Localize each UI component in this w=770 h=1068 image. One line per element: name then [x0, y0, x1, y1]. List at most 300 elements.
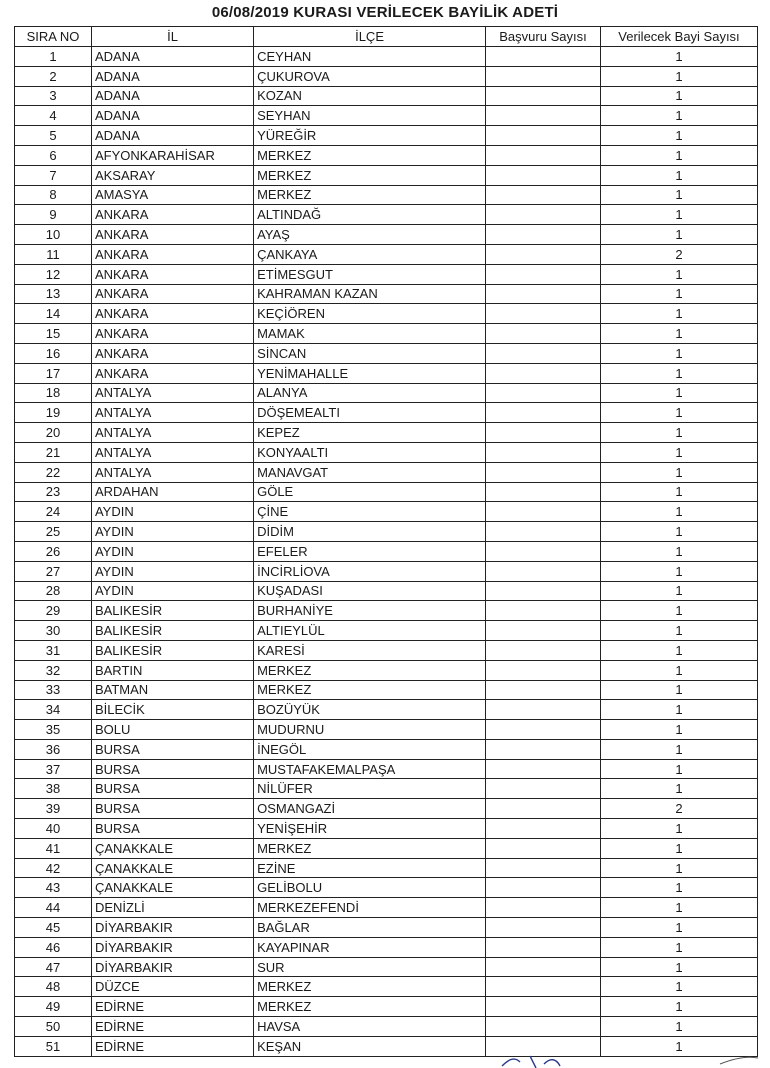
cell-verilecek-bayi-sayisi: 1 [600, 838, 757, 858]
cell-sira-no: 19 [15, 403, 92, 423]
cell-sira-no: 8 [15, 185, 92, 205]
cell-sira-no: 50 [15, 1017, 92, 1037]
cell-sira-no: 30 [15, 621, 92, 641]
cell-sira-no: 17 [15, 363, 92, 383]
cell-sira-no: 2 [15, 66, 92, 86]
table-row [15, 937, 758, 957]
cell-ilce: ALANYA [254, 383, 486, 403]
cell-verilecek-bayi-sayisi: 1 [600, 462, 757, 482]
cell-sira-no: 26 [15, 541, 92, 561]
table-row [15, 343, 758, 363]
cell-sira-no: 29 [15, 601, 92, 621]
cell-verilecek-bayi-sayisi: 1 [600, 165, 757, 185]
table-row [15, 442, 758, 462]
cell-ilce: MERKEZEFENDİ [254, 898, 486, 918]
cell-ilce: GELİBOLU [254, 878, 486, 898]
table-row [15, 185, 758, 205]
cell-sira-no: 1 [15, 47, 92, 67]
cell-ilce: MANAVGAT [254, 462, 486, 482]
cell-il: BALIKESİR [91, 640, 253, 660]
cell-il: ADANA [91, 126, 253, 146]
cell-ilce: YÜREĞİR [254, 126, 486, 146]
cell-sira-no: 36 [15, 739, 92, 759]
cell-basvuru-sayisi [486, 403, 601, 423]
table-row [15, 363, 758, 383]
cell-il: AFYONKARAHİSAR [91, 145, 253, 165]
cell-basvuru-sayisi [486, 343, 601, 363]
cell-ilce: MERKEZ [254, 185, 486, 205]
table-row [15, 47, 758, 67]
cell-verilecek-bayi-sayisi: 1 [600, 601, 757, 621]
table-row [15, 462, 758, 482]
cell-il: DÜZCE [91, 977, 253, 997]
cell-sira-no: 7 [15, 165, 92, 185]
cell-il: ADANA [91, 106, 253, 126]
cell-sira-no: 27 [15, 561, 92, 581]
cell-basvuru-sayisi [486, 284, 601, 304]
cell-verilecek-bayi-sayisi: 1 [600, 621, 757, 641]
cell-ilce: ALTIEYLÜL [254, 621, 486, 641]
cell-basvuru-sayisi [486, 739, 601, 759]
cell-basvuru-sayisi [486, 838, 601, 858]
table-row [15, 759, 758, 779]
cell-basvuru-sayisi [486, 185, 601, 205]
cell-basvuru-sayisi [486, 66, 601, 86]
cell-verilecek-bayi-sayisi: 1 [600, 581, 757, 601]
cell-ilce: SİNCAN [254, 343, 486, 363]
cell-verilecek-bayi-sayisi: 1 [600, 858, 757, 878]
table-row [15, 660, 758, 680]
cell-ilce: MUSTAFAKEMALPAŞA [254, 759, 486, 779]
cell-il: ANKARA [91, 343, 253, 363]
cell-verilecek-bayi-sayisi: 1 [600, 304, 757, 324]
cell-basvuru-sayisi [486, 47, 601, 67]
cell-il: ADANA [91, 47, 253, 67]
cell-sira-no: 14 [15, 304, 92, 324]
cell-il: ADANA [91, 66, 253, 86]
cell-basvuru-sayisi [486, 541, 601, 561]
cell-il: BURSA [91, 799, 253, 819]
cell-ilce: YENİŞEHİR [254, 819, 486, 839]
cell-verilecek-bayi-sayisi: 2 [600, 244, 757, 264]
table-row [15, 601, 758, 621]
cell-basvuru-sayisi [486, 244, 601, 264]
cell-ilce: KEÇİÖREN [254, 304, 486, 324]
cell-basvuru-sayisi [486, 601, 601, 621]
cell-il: AYDIN [91, 541, 253, 561]
table-row [15, 997, 758, 1017]
table-row [15, 225, 758, 245]
cell-basvuru-sayisi [486, 462, 601, 482]
cell-il: ÇANAKKALE [91, 878, 253, 898]
table-row [15, 799, 758, 819]
cell-verilecek-bayi-sayisi: 1 [600, 205, 757, 225]
header-basvuru-sayisi: Başvuru Sayısı [486, 27, 601, 47]
cell-sira-no: 48 [15, 977, 92, 997]
cell-sira-no: 15 [15, 324, 92, 344]
cell-ilce: BOZÜYÜK [254, 700, 486, 720]
cell-verilecek-bayi-sayisi: 1 [600, 977, 757, 997]
dealer-table [14, 26, 758, 1057]
table-row [15, 581, 758, 601]
header-verilecek-bayi-sayisi: Verilecek Bayi Sayısı [600, 27, 757, 47]
cell-sira-no: 23 [15, 482, 92, 502]
cell-il: BİLECİK [91, 700, 253, 720]
cell-il: BARTIN [91, 660, 253, 680]
cell-il: ANTALYA [91, 383, 253, 403]
cell-il: BURSA [91, 739, 253, 759]
cell-ilce: MERKEZ [254, 997, 486, 1017]
cell-verilecek-bayi-sayisi: 1 [600, 403, 757, 423]
cell-ilce: MERKEZ [254, 838, 486, 858]
cell-verilecek-bayi-sayisi: 1 [600, 442, 757, 462]
header-row [15, 27, 758, 47]
cell-verilecek-bayi-sayisi: 1 [600, 343, 757, 363]
cell-il: AKSARAY [91, 165, 253, 185]
cell-ilce: HAVSA [254, 1017, 486, 1037]
cell-ilce: SEYHAN [254, 106, 486, 126]
cell-sira-no: 41 [15, 838, 92, 858]
cell-verilecek-bayi-sayisi: 1 [600, 680, 757, 700]
cell-verilecek-bayi-sayisi: 1 [600, 700, 757, 720]
cell-ilce: AYAŞ [254, 225, 486, 245]
cell-sira-no: 38 [15, 779, 92, 799]
cell-basvuru-sayisi [486, 225, 601, 245]
cell-verilecek-bayi-sayisi: 1 [600, 819, 757, 839]
cell-verilecek-bayi-sayisi: 1 [600, 997, 757, 1017]
table-row [15, 957, 758, 977]
cell-verilecek-bayi-sayisi: 1 [600, 1017, 757, 1037]
cell-il: ANKARA [91, 264, 253, 284]
page-title: 06/08/2019 KURASI VERİLECEK BAYİLİK ADETİ [211, 4, 559, 21]
cell-sira-no: 3 [15, 86, 92, 106]
table-row [15, 423, 758, 443]
cell-il: BURSA [91, 779, 253, 799]
cell-verilecek-bayi-sayisi: 1 [600, 779, 757, 799]
cell-verilecek-bayi-sayisi: 1 [600, 86, 757, 106]
table-row [15, 264, 758, 284]
cell-il: EDİRNE [91, 1036, 253, 1056]
cell-verilecek-bayi-sayisi: 1 [600, 522, 757, 542]
cell-ilce: SUR [254, 957, 486, 977]
table-row [15, 720, 758, 740]
cell-sira-no: 18 [15, 383, 92, 403]
cell-il: ANKARA [91, 205, 253, 225]
cell-sira-no: 28 [15, 581, 92, 601]
cell-verilecek-bayi-sayisi: 1 [600, 363, 757, 383]
cell-verilecek-bayi-sayisi: 1 [600, 878, 757, 898]
cell-sira-no: 25 [15, 522, 92, 542]
header-ilce: İLÇE [254, 27, 486, 47]
cell-basvuru-sayisi [486, 1017, 601, 1037]
cell-basvuru-sayisi [486, 522, 601, 542]
cell-basvuru-sayisi [486, 324, 601, 344]
cell-ilce: DİDİM [254, 522, 486, 542]
cell-il: BOLU [91, 720, 253, 740]
cell-basvuru-sayisi [486, 442, 601, 462]
cell-basvuru-sayisi [486, 779, 601, 799]
table-row [15, 858, 758, 878]
cell-sira-no: 20 [15, 423, 92, 443]
cell-basvuru-sayisi [486, 423, 601, 443]
table-row [15, 304, 758, 324]
cell-ilce: ALTINDAĞ [254, 205, 486, 225]
cell-verilecek-bayi-sayisi: 1 [600, 640, 757, 660]
table-row [15, 403, 758, 423]
cell-sira-no: 4 [15, 106, 92, 126]
cell-sira-no: 10 [15, 225, 92, 245]
cell-il: ÇANAKKALE [91, 838, 253, 858]
cell-verilecek-bayi-sayisi: 1 [600, 264, 757, 284]
cell-verilecek-bayi-sayisi: 1 [600, 423, 757, 443]
table-row [15, 502, 758, 522]
cell-sira-no: 46 [15, 937, 92, 957]
table-row [15, 383, 758, 403]
cell-il: ADANA [91, 86, 253, 106]
cell-il: ARDAHAN [91, 482, 253, 502]
signature-mark [500, 1050, 760, 1068]
cell-il: ANKARA [91, 225, 253, 245]
cell-sira-no: 44 [15, 898, 92, 918]
table-row [15, 165, 758, 185]
cell-il: BALIKESİR [91, 601, 253, 621]
cell-il: ANTALYA [91, 403, 253, 423]
cell-il: ANTALYA [91, 462, 253, 482]
cell-verilecek-bayi-sayisi: 1 [600, 66, 757, 86]
cell-il: AYDIN [91, 581, 253, 601]
cell-sira-no: 40 [15, 819, 92, 839]
cell-ilce: GÖLE [254, 482, 486, 502]
cell-basvuru-sayisi [486, 898, 601, 918]
cell-verilecek-bayi-sayisi: 1 [600, 225, 757, 245]
table-row [15, 739, 758, 759]
cell-basvuru-sayisi [486, 86, 601, 106]
cell-verilecek-bayi-sayisi: 1 [600, 957, 757, 977]
cell-sira-no: 34 [15, 700, 92, 720]
cell-verilecek-bayi-sayisi: 1 [600, 561, 757, 581]
cell-il: DİYARBAKIR [91, 957, 253, 977]
cell-sira-no: 49 [15, 997, 92, 1017]
table-row [15, 838, 758, 858]
table-row [15, 779, 758, 799]
table-row [15, 640, 758, 660]
cell-il: AMASYA [91, 185, 253, 205]
cell-basvuru-sayisi [486, 660, 601, 680]
cell-il: ANKARA [91, 284, 253, 304]
cell-il: ANTALYA [91, 442, 253, 462]
cell-basvuru-sayisi [486, 640, 601, 660]
cell-sira-no: 32 [15, 660, 92, 680]
table-row [15, 244, 758, 264]
table-row [15, 918, 758, 938]
cell-il: BURSA [91, 759, 253, 779]
cell-ilce: KAYAPINAR [254, 937, 486, 957]
cell-il: ÇANAKKALE [91, 858, 253, 878]
table-row [15, 621, 758, 641]
cell-verilecek-bayi-sayisi: 1 [600, 383, 757, 403]
cell-sira-no: 35 [15, 720, 92, 740]
cell-ilce: MAMAK [254, 324, 486, 344]
cell-sira-no: 16 [15, 343, 92, 363]
table-row [15, 898, 758, 918]
cell-basvuru-sayisi [486, 264, 601, 284]
cell-verilecek-bayi-sayisi: 1 [600, 502, 757, 522]
cell-ilce: CEYHAN [254, 47, 486, 67]
table-row [15, 86, 758, 106]
cell-ilce: KAHRAMAN KAZAN [254, 284, 486, 304]
cell-il: ANTALYA [91, 423, 253, 443]
cell-verilecek-bayi-sayisi: 1 [600, 918, 757, 938]
cell-il: DİYARBAKIR [91, 918, 253, 938]
cell-basvuru-sayisi [486, 937, 601, 957]
cell-ilce: İNEGÖL [254, 739, 486, 759]
cell-basvuru-sayisi [486, 977, 601, 997]
cell-ilce: KONYAALTI [254, 442, 486, 462]
cell-basvuru-sayisi [486, 363, 601, 383]
cell-sira-no: 45 [15, 918, 92, 938]
table-body [15, 47, 758, 1057]
table-row [15, 819, 758, 839]
cell-il: AYDIN [91, 502, 253, 522]
cell-ilce: NİLÜFER [254, 779, 486, 799]
cell-ilce: MERKEZ [254, 660, 486, 680]
table-row [15, 541, 758, 561]
cell-basvuru-sayisi [486, 799, 601, 819]
cell-ilce: YENİMAHALLE [254, 363, 486, 383]
cell-verilecek-bayi-sayisi: 1 [600, 482, 757, 502]
cell-verilecek-bayi-sayisi: 1 [600, 720, 757, 740]
cell-basvuru-sayisi [486, 819, 601, 839]
cell-sira-no: 33 [15, 680, 92, 700]
cell-basvuru-sayisi [486, 383, 601, 403]
cell-il: EDİRNE [91, 997, 253, 1017]
cell-verilecek-bayi-sayisi: 1 [600, 898, 757, 918]
cell-basvuru-sayisi [486, 759, 601, 779]
cell-verilecek-bayi-sayisi: 1 [600, 284, 757, 304]
cell-sira-no: 9 [15, 205, 92, 225]
cell-il: EDİRNE [91, 1017, 253, 1037]
cell-sira-no: 51 [15, 1036, 92, 1056]
table-row [15, 205, 758, 225]
cell-il: DENİZLİ [91, 898, 253, 918]
header-sira-no: SIRA NO [15, 27, 92, 47]
cell-ilce: ÇUKUROVA [254, 66, 486, 86]
cell-basvuru-sayisi [486, 304, 601, 324]
cell-sira-no: 43 [15, 878, 92, 898]
cell-basvuru-sayisi [486, 957, 601, 977]
cell-ilce: EFELER [254, 541, 486, 561]
cell-verilecek-bayi-sayisi: 1 [600, 660, 757, 680]
cell-ilce: MERKEZ [254, 145, 486, 165]
cell-ilce: KARESİ [254, 640, 486, 660]
cell-ilce: ÇANKAYA [254, 244, 486, 264]
cell-ilce: EZİNE [254, 858, 486, 878]
cell-basvuru-sayisi [486, 482, 601, 502]
cell-verilecek-bayi-sayisi: 1 [600, 126, 757, 146]
table-row [15, 977, 758, 997]
table-row [15, 878, 758, 898]
table-row [15, 284, 758, 304]
cell-il: BALIKESİR [91, 621, 253, 641]
cell-basvuru-sayisi [486, 106, 601, 126]
cell-verilecek-bayi-sayisi: 1 [600, 759, 757, 779]
cell-basvuru-sayisi [486, 502, 601, 522]
cell-ilce: KUŞADASI [254, 581, 486, 601]
cell-basvuru-sayisi [486, 680, 601, 700]
cell-verilecek-bayi-sayisi: 1 [600, 937, 757, 957]
table-row [15, 561, 758, 581]
cell-sira-no: 24 [15, 502, 92, 522]
cell-il: BATMAN [91, 680, 253, 700]
cell-basvuru-sayisi [486, 165, 601, 185]
cell-basvuru-sayisi [486, 878, 601, 898]
table-row [15, 145, 758, 165]
table-row [15, 324, 758, 344]
cell-basvuru-sayisi [486, 621, 601, 641]
cell-basvuru-sayisi [486, 145, 601, 165]
cell-il: AYDIN [91, 522, 253, 542]
cell-sira-no: 22 [15, 462, 92, 482]
cell-basvuru-sayisi [486, 918, 601, 938]
cell-ilce: DÖŞEMEALTI [254, 403, 486, 423]
cell-il: ANKARA [91, 324, 253, 344]
cell-sira-no: 37 [15, 759, 92, 779]
cell-basvuru-sayisi [486, 997, 601, 1017]
cell-basvuru-sayisi [486, 126, 601, 146]
cell-ilce: KEPEZ [254, 423, 486, 443]
cell-il: DİYARBAKIR [91, 937, 253, 957]
cell-sira-no: 5 [15, 126, 92, 146]
cell-sira-no: 31 [15, 640, 92, 660]
cell-sira-no: 39 [15, 799, 92, 819]
cell-basvuru-sayisi [486, 858, 601, 878]
cell-ilce: MUDURNU [254, 720, 486, 740]
cell-verilecek-bayi-sayisi: 1 [600, 106, 757, 126]
cell-ilce: MERKEZ [254, 977, 486, 997]
cell-basvuru-sayisi [486, 561, 601, 581]
cell-il: ANKARA [91, 244, 253, 264]
cell-il: ANKARA [91, 363, 253, 383]
cell-ilce: BURHANİYE [254, 601, 486, 621]
cell-verilecek-bayi-sayisi: 1 [600, 324, 757, 344]
cell-ilce: ÇİNE [254, 502, 486, 522]
cell-ilce: BAĞLAR [254, 918, 486, 938]
table-row [15, 680, 758, 700]
table-row [15, 522, 758, 542]
cell-ilce: OSMANGAZİ [254, 799, 486, 819]
table-row [15, 106, 758, 126]
table-row [15, 1017, 758, 1037]
cell-sira-no: 21 [15, 442, 92, 462]
cell-sira-no: 11 [15, 244, 92, 264]
cell-ilce: MERKEZ [254, 680, 486, 700]
cell-sira-no: 42 [15, 858, 92, 878]
cell-verilecek-bayi-sayisi: 1 [600, 739, 757, 759]
cell-verilecek-bayi-sayisi: 1 [600, 1036, 757, 1056]
cell-il: ANKARA [91, 304, 253, 324]
cell-verilecek-bayi-sayisi: 1 [600, 185, 757, 205]
cell-verilecek-bayi-sayisi: 1 [600, 145, 757, 165]
cell-il: AYDIN [91, 561, 253, 581]
table-row [15, 66, 758, 86]
cell-verilecek-bayi-sayisi: 1 [600, 541, 757, 561]
cell-basvuru-sayisi [486, 720, 601, 740]
table-row [15, 700, 758, 720]
cell-basvuru-sayisi [486, 205, 601, 225]
cell-sira-no: 47 [15, 957, 92, 977]
cell-sira-no: 12 [15, 264, 92, 284]
cell-verilecek-bayi-sayisi: 1 [600, 47, 757, 67]
